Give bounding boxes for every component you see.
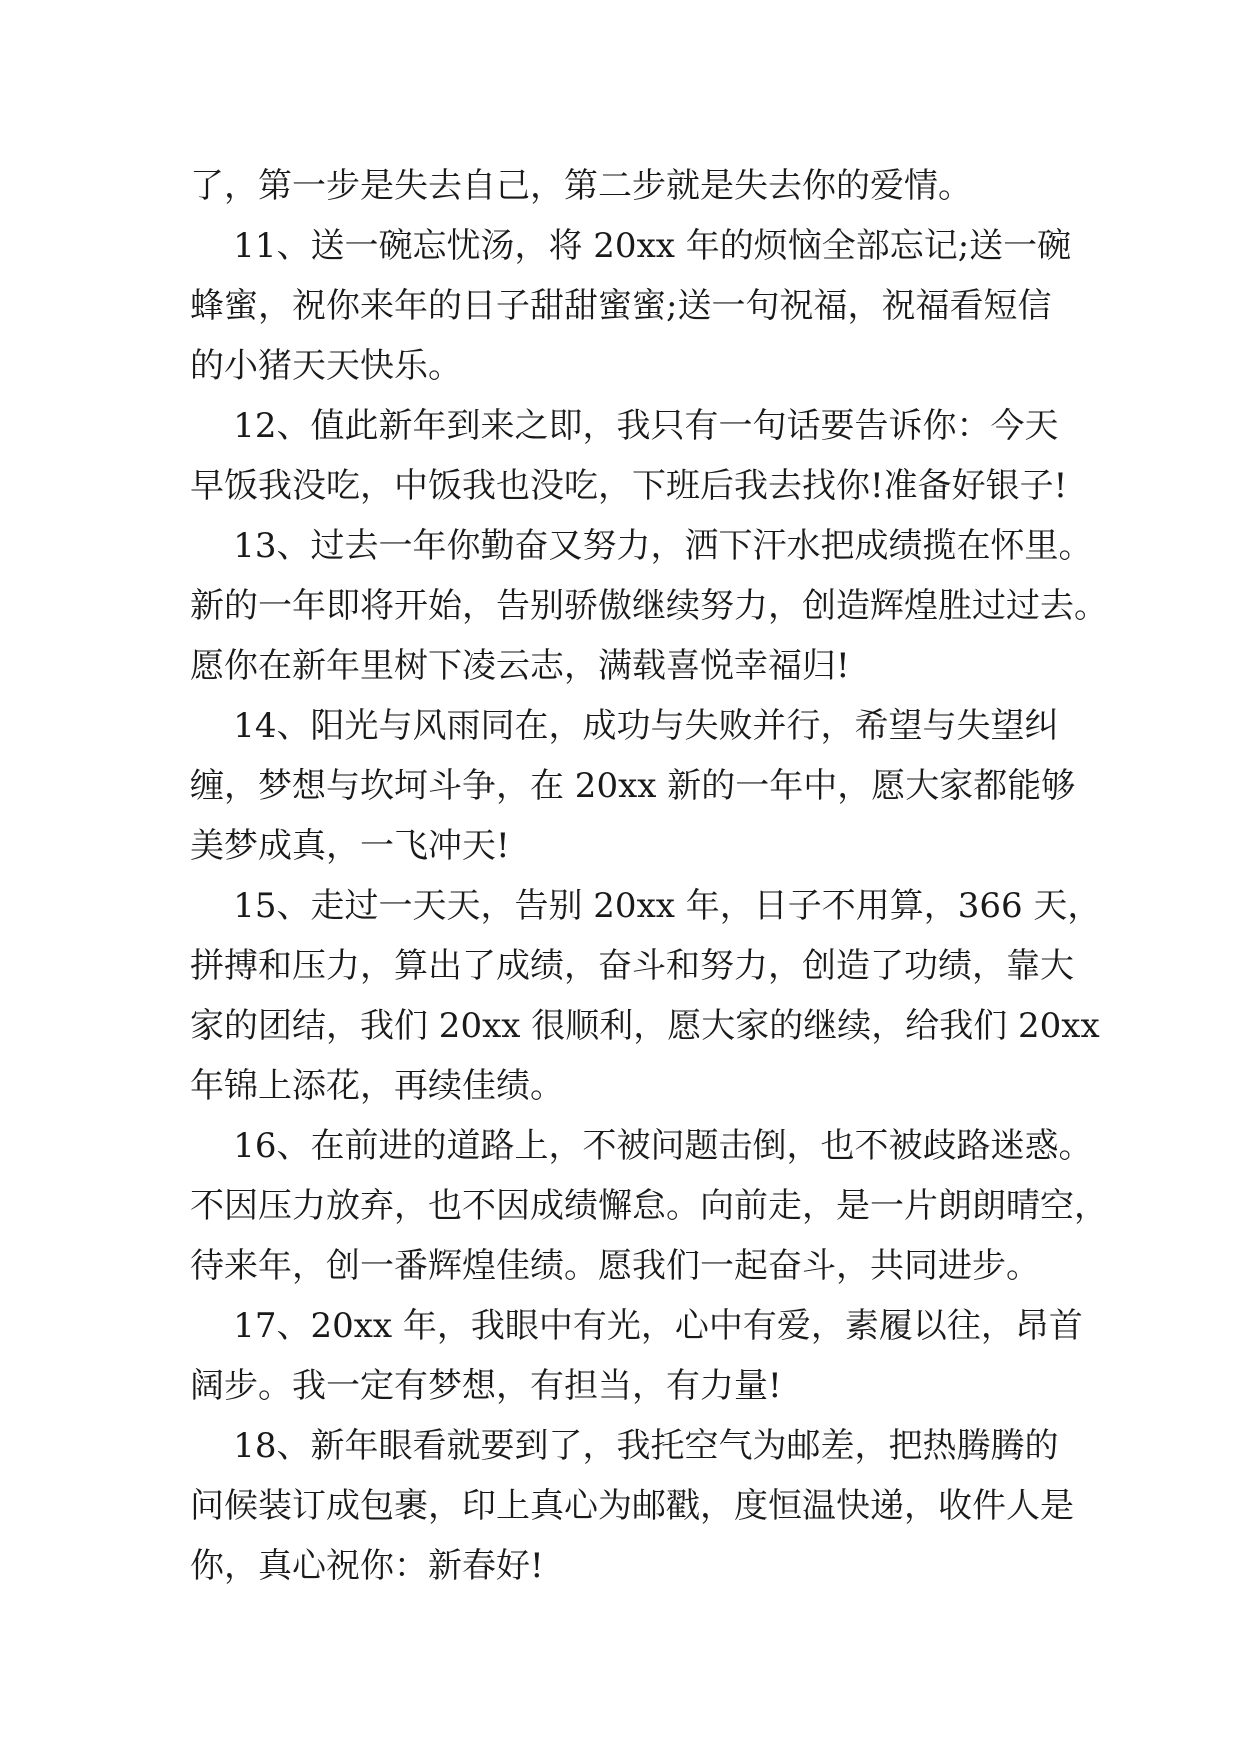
- text-line: 不因压力放弃，也不因成绩懈怠。向前走，是一片朗朗晴空，: [190, 1186, 1108, 1226]
- text-line: 拼搏和压力，算出了成绩，奋斗和努力，创造了功绩，靠大: [190, 946, 1074, 986]
- text-line: 美梦成真，一飞冲天!: [190, 826, 510, 866]
- text-line: 愿你在新年里树下凌云志，满载喜悦幸福归!: [190, 646, 850, 686]
- text-line: 新的一年即将开始，告别骄傲继续努力，创造辉煌胜过过去。: [190, 586, 1108, 626]
- text-line: 家的团结，我们 20xx 很顺利，愿大家的继续，给我们 20xx: [190, 1006, 1100, 1046]
- document-body: [190, 156, 1108, 1596]
- text-line: 蜂蜜，祝你来年的日子甜甜蜜蜜;送一句祝福，祝福看短信: [190, 286, 1052, 326]
- text-line: 12、值此新年到来之即，我只有一句话要告诉你：今天: [190, 406, 1059, 446]
- text-line: 了，第一步是失去自己，第二步就是失去你的爱情。: [190, 166, 972, 206]
- text-line: 14、阳光与风雨同在，成功与失败并行，希望与失望纠: [190, 706, 1059, 746]
- text-line: 待来年，创一番辉煌佳绩。愿我们一起奋斗，共同进步。: [190, 1246, 1040, 1286]
- text-line: 年锦上添花，再续佳绩。: [190, 1066, 564, 1106]
- text-line: 16、在前进的道路上，不被问题击倒，也不被歧路迷惑。: [190, 1126, 1093, 1166]
- text-line: 缠，梦想与坎坷斗争，在 20xx 新的一年中，愿大家都能够: [190, 766, 1076, 806]
- text-line: 15、走过一天天，告别 20xx 年，日子不用算，366 天，: [190, 886, 1102, 926]
- text-line: 13、过去一年你勤奋又努力，洒下汗水把成绩揽在怀里。: [190, 526, 1093, 566]
- text-line: 的小猪天天快乐。: [190, 346, 462, 386]
- text-line: 早饭我没吃，中饭我也没吃，下班后我去找你!准备好银子!: [190, 466, 1068, 506]
- text-line: 17、20xx 年，我眼中有光，心中有爱，素履以往，昂首: [190, 1306, 1083, 1346]
- text-line: 11、送一碗忘忧汤，将 20xx 年的烦恼全部忘记;送一碗: [190, 226, 1072, 266]
- text-line: 18、新年眼看就要到了，我托空气为邮差，把热腾腾的: [190, 1426, 1059, 1466]
- text-line: 问候装订成包裹，印上真心为邮戳，度恒温快递，收件人是: [190, 1486, 1074, 1526]
- text-line: 阔步。我一定有梦想，有担当，有力量!: [190, 1366, 782, 1406]
- text-line: 你，真心祝你：新春好!: [190, 1546, 544, 1586]
